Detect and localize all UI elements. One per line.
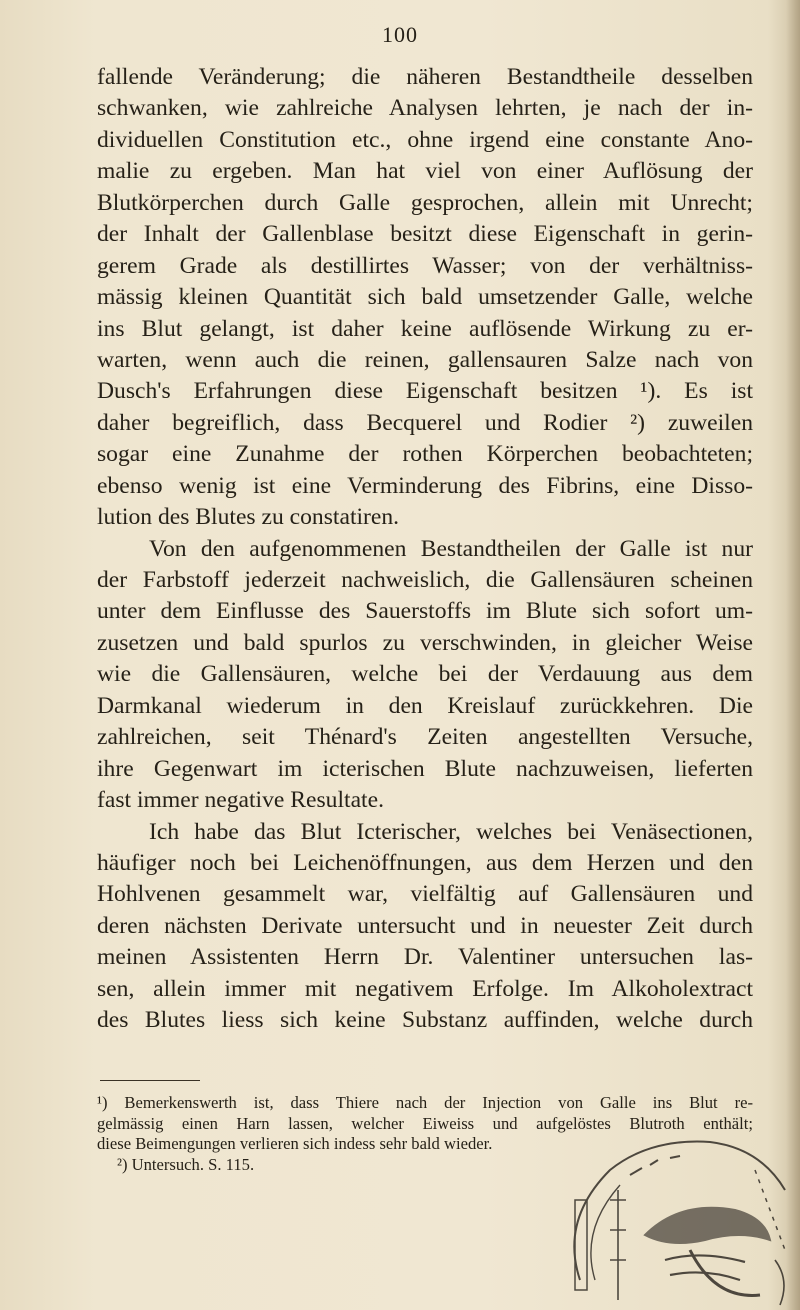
text-line: malie zu ergeben. Man hat viel von einer Auflösung der (97, 158, 753, 185)
text-line: Darmkanal wiederum in den Kreislauf zurückkehren. Die (97, 692, 753, 719)
footnote-line: ¹) Bemerkenswerth ist, dass Thiere nach der Injection von Galle ins Blut re- (97, 1093, 753, 1112)
text-line: fallende Veränderung; die näheren Bestandtheile desselben (97, 64, 753, 90)
text-line: häufiger noch bei Leichenöffnungen, aus dem Herzen und den (97, 849, 753, 876)
text-line: zusetzen und bald spurlos zu verschwinden, in gleicher Weise (97, 629, 753, 656)
footnote-line: gelmässig einen Harn lassen, welcher Eiweiss und aufgelöstes Blutroth enthält; (97, 1113, 753, 1133)
paragraph-end-line: lution des Blutes zu constatiren. (97, 504, 400, 531)
text-line: ebenso wenig ist eine Verminderung des Fibrins, eine Disso- (97, 472, 753, 499)
text-line: sen, allein immer mit negativem Erfolge. Im Alkoholextract (97, 975, 753, 1002)
text-line: der Farbstoff jederzeit nachweislich, die Gallensäuren scheinen (97, 567, 753, 593)
text-line: daher begreiflich, dass Becquerel und Rodier ²) zuweilen (97, 409, 753, 436)
text-line: Blutkörperchen durch Galle gesprochen, allein mit Unrecht; (97, 189, 753, 216)
text-line: schwanken, wie zahlreiche Analysen lehrten, je nach der in- (97, 95, 753, 122)
body-text (97, 62, 753, 1037)
text-line: meinen Assistenten Herrn Dr. Valentiner untersuchen las- (97, 944, 753, 971)
text-line: der Inhalt der Gallenblase besitzt diese Eigenschaft in gerin- (97, 221, 753, 248)
page-edge-shadow (786, 0, 800, 1310)
text-line: unter dem Einflusse des Sauerstoffs im Blute sich sofort um- (97, 598, 753, 625)
footnote-line: ²) Untersuch. S. 115. (117, 1154, 255, 1174)
text-line: des Blutes liess sich keine Substanz auffinden, welche durch (97, 1007, 753, 1034)
paragraph-start-line: Ich habe das Blut Icterischer, welches bei Venäsectionen, (149, 818, 753, 845)
text-line: sogar eine Zunahme der rothen Körperchen beobachteten; (97, 441, 753, 468)
footnote-divider (100, 1080, 200, 1081)
text-line: warten, wenn auch die reinen, gallensauren Salze nach von (97, 346, 753, 373)
text-line: Dusch's Erfahrungen diese Eigenschaft besitzen ¹). Es ist (97, 378, 753, 405)
text-line: deren nächsten Derivate untersucht und in neuester Zeit durch (97, 912, 753, 939)
text-line: Hohlvenen gesammelt war, vielfältig auf Gallensäuren und (97, 881, 753, 908)
text-line: wie die Gallensäuren, welche bei der Verdauung aus dem (97, 661, 753, 688)
paragraph-end-line: fast immer negative Resultate. (97, 787, 384, 814)
text-line: dividuellen Constitution etc., ohne irgend eine constante Ano- (97, 126, 753, 153)
text-line: zahlreichen, seit Thénard's Zeiten angestellten Versuche, (97, 724, 753, 751)
page-number: 100 (382, 22, 418, 47)
library-stamp-icon (540, 1130, 800, 1310)
text-line: ihre Gegenwart im icterischen Blute nachzuweisen, lieferten (97, 755, 753, 782)
paragraph-start-line: Von den aufgenommenen Bestandtheilen der Galle ist nur (149, 535, 753, 562)
footnote-line: diese Beimengungen verlieren sich indess sehr bald wieder. (97, 1134, 493, 1153)
text-line: gerem Grade als destillirtes Wasser; von der verhältniss- (97, 252, 753, 279)
text-line: mässig kleinen Quantität sich bald umsetzender Galle, welche (97, 284, 753, 311)
text-line: ins Blut gelangt, ist daher keine auflösende Wirkung zu er- (97, 315, 753, 342)
